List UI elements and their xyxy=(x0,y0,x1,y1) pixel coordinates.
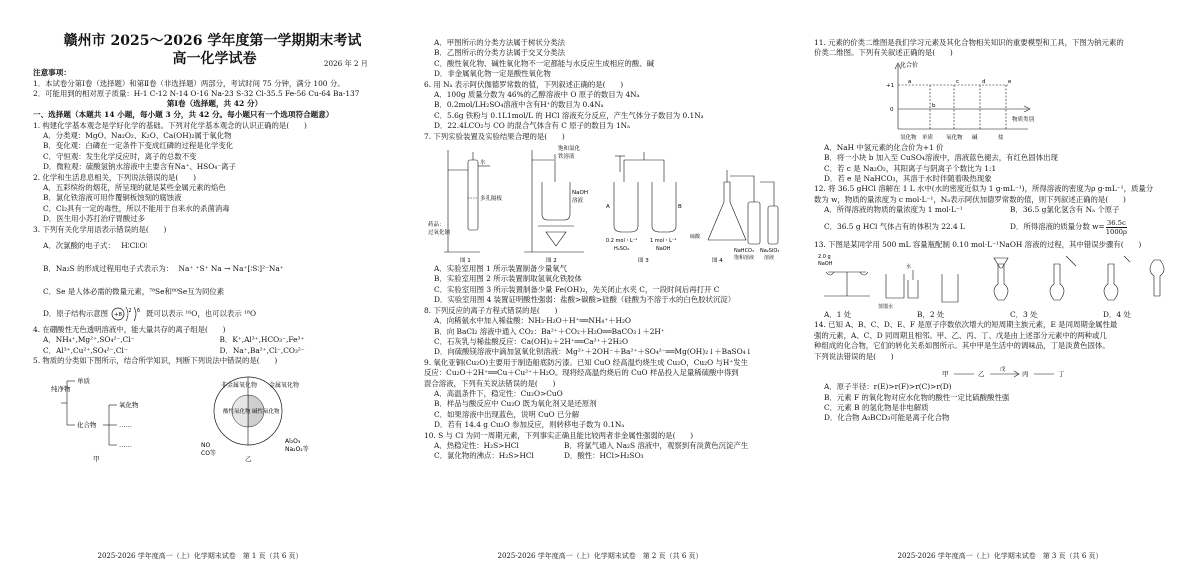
q9-option-b: B．样品与酸反应中 Cu₂O 既为氧化剂又是还原剂 xyxy=(434,399,597,409)
fig3-conc-2: 1 mol・L⁻¹ xyxy=(650,238,677,245)
fig2-naoh-label-2: 溶液 xyxy=(572,198,584,205)
q12-option-c: C．36.5 g HCl 气体占有的体积为 22.4 L xyxy=(824,222,965,232)
q5-option-c: C．酸性氧化物、碱性氧化物不一定都能与水反应生成相应的酸、碱 xyxy=(434,58,654,68)
q12-option-d: D．所得溶液的质量分数 w= $\frac{36.5c}{1000\rho}$ xyxy=(1010,219,1127,237)
q13-option-b: B．2 处 xyxy=(917,310,945,320)
q13-option-d: D．4 处 xyxy=(1103,310,1131,320)
classification-figure xyxy=(33,367,363,463)
q9-option-c: C．如果溶液中出现蓝色，说明 CuO 已分解 xyxy=(434,409,580,419)
question-14-line-4: 下列说法错误的是( ) xyxy=(814,351,894,361)
pie-nonmetal-oxide: 非金属氧化物 xyxy=(221,381,258,389)
tree-single-label: 单质 xyxy=(77,376,90,385)
tree-root-label: 纯净物 xyxy=(51,384,71,393)
q3-option-c: C．Se 是人体必需的微量元素，⁷⁸Se和⁸⁰Se互为同位素 xyxy=(43,287,225,297)
conversion-diagram xyxy=(814,362,1174,382)
fig1-drug-label: 药品： xyxy=(428,222,445,229)
chart-category-4: 盐 xyxy=(998,134,1004,141)
q14-option-d: D．化合物 A₃BCD₃可能是离子化合物 xyxy=(824,413,950,423)
chart-y-zero: 0 xyxy=(890,106,894,113)
notes-heading: 注意事项： xyxy=(33,68,71,77)
q1-option-b: B．变化观：白磷在一定条件下变成红磷的过程是化学变化 xyxy=(43,141,234,151)
chart-point-b: b xyxy=(932,102,936,109)
fig1-water-label: 水 xyxy=(480,160,486,167)
fig13-naoh-label: NaOH xyxy=(818,261,833,268)
node-bing: 丙 xyxy=(1022,370,1029,379)
note-1: 1．本试卷分第Ⅰ卷（选择题）和第Ⅱ卷（非选择题）两部分，考试时间 75 分钟，满分 100 分。 xyxy=(33,78,345,88)
q13-option-a: A．1 处 xyxy=(824,310,852,320)
na2s-formation: Na⁺ ⁺S⁺ Na → Na⁺[∶S∶]²⁻Na⁺ xyxy=(178,264,284,274)
chart-y-plus1: +1 xyxy=(886,82,895,89)
q2-option-d: D．医生用小苏打治疗胃酸过多 xyxy=(43,214,146,224)
page-3 xyxy=(800,0,1200,571)
shell-1-electrons: 2 xyxy=(128,308,132,315)
q10-option-d: D．酸性：HCl>H₂SO₃ xyxy=(564,451,644,461)
q6-option-a: A．100g 质量分数为 46%的乙醇溶液中 O 原子的数目为 4Nₐ xyxy=(434,90,640,100)
question-6: 6. 用 Nₐ 表示阿伏伽德罗常数的值，下列叙述正确的是( ) xyxy=(424,79,624,89)
page-1 xyxy=(0,0,400,571)
question-14-line-1: 14. 已知 A、B、C、D、E、F 是原子序数依次增大的短周期主族元素，E 是同周期金属性最 xyxy=(814,320,1118,330)
tree-oxide-label: 氧化物 xyxy=(119,400,139,409)
q5-option-a: A．甲图所示的分类方法属于树状分类法 xyxy=(434,38,565,47)
fig2-reagent-label: 饱和氯化 xyxy=(558,146,581,153)
page-1-footer: 2025-2026 学年度高一（上）化学期末试卷 第 1 页（共 6 页） xyxy=(97,552,303,560)
fig13-water-label: 水 xyxy=(906,264,912,271)
question-8: 8. 下列反应的离子方程式错误的是( ) xyxy=(424,305,558,315)
pie-metal-oxide: 金属氧化物 xyxy=(269,381,300,389)
q14-option-b: B．元素 F 的氧化物对应水化物的酸性一定比硫酸酸性强 xyxy=(824,392,1010,402)
q7-option-b: B．实验室用图 2 所示装置制取氢氧化铁胶体 xyxy=(434,274,582,284)
node-jia: 甲 xyxy=(942,370,949,379)
page-2 xyxy=(400,0,800,571)
hclo-electron-formula: H∶Cl∶O∶ xyxy=(121,241,148,251)
q4-option-c: C．Al³⁺,Cu²⁺,SO₄²⁻,Cl⁻ xyxy=(43,345,128,355)
question-9-line-3: 混合溶液，下列有关说法错误的是( ) xyxy=(424,378,556,388)
question-1: 1. 构建化学基本观念是学好化学的基础。下列对化学基本观念的认识正确的是( ) xyxy=(33,120,307,130)
question-7: 7. 下列实验装置及实验结果合理的是( ) xyxy=(424,131,565,141)
q12-option-a: A．所得溶液的物质的量浓度为 1 mol·L⁻¹ xyxy=(824,205,963,215)
q5-option-b: B．乙图所示的分类方法属于交叉分类法 xyxy=(434,48,566,58)
q11-option-c: C．若 c 是 Na₂O₂，其阳离子与阴离子个数比为 1:1 xyxy=(824,163,997,173)
fig3-naoh: NaOH xyxy=(656,246,671,253)
tree-ellipsis-1: …… xyxy=(119,420,132,429)
exam-subtitle: 高一化学试卷 2026 年 2 月 xyxy=(33,50,396,68)
fig4-sol-label: 溶液 xyxy=(764,255,775,262)
q10-option-a: A．热稳定性：H₂S>HCl xyxy=(434,440,519,450)
fig13-mass-label: 2.0 g xyxy=(818,254,831,261)
question-5: 5. 物质的分类如下图所示，结合所学知识，判断下列说法中错误的是( ) xyxy=(33,356,278,366)
note-2: 2．可能用到的相对原子质量：H-1 C-12 N-14 O-16 Na-23 S-32 Cl-35.5 Fe-56 Cu-64 Ba-137 xyxy=(33,89,360,98)
chart-point-e: e xyxy=(1008,78,1012,85)
q12-fraction-denominator: 1000ρ xyxy=(1105,228,1127,237)
q7-option-a: A．实验室用图 1 所示装置制备少量氧气 xyxy=(434,264,567,274)
apparatus-figure xyxy=(424,142,784,264)
q2-option-a: A．五彩缤纷的烟花，所呈现的就是某些金属元素的焰色 xyxy=(43,183,226,193)
q8-option-c: C．石灰乳与稀盐酸反应：Ca(OH)₂＋2H⁺══Ca²⁺＋2H₂O xyxy=(434,336,629,346)
fig1-drug-name: 过氧化钠 xyxy=(428,230,451,237)
pie-al2o3-label: Al₂O₃ xyxy=(285,437,301,445)
question-12-line-1: 12. 将 36.5 gHCl 溶解在 1 L 水中(水的密度近似为 1 g·mL⁻¹)，所得溶液的密度为ρ g·mL⁻¹，质量分 xyxy=(814,184,1154,194)
q8-option-b: B．向 BaCl₂ 溶液中通入 CO₂：Ba²⁺＋CO₂＋H₂O══BaCO₃↓＋2H⁺ xyxy=(434,326,665,336)
nucleus-label: +8 xyxy=(114,312,123,319)
question-12-line-2: 数为 w，物质的量浓度为 c mol·L⁻¹，Nₐ表示阿伏加德罗常数的值，则下列叙述正确的是( ) xyxy=(814,194,1126,204)
q3-option-b: B．Na₂S 的形成过程用电子式表示为： Na⁺ ⁺S⁺ Na → Na⁺[∶S∶]²⁻Na⁺ xyxy=(43,264,284,274)
pie-co-label: CO等 xyxy=(201,449,216,457)
fig4-caption: 图 4 xyxy=(712,258,723,265)
section-1-heading: 一、选择题（本题共 14 小题，每小题 3 分，共 42 分。每小题只有一个选项符合题意） xyxy=(33,110,334,119)
q2-option-b: B．氯化铁溶液可用作覆铜板蚀刻的腐蚀液 xyxy=(43,193,182,203)
figure-jia-label: 甲 xyxy=(93,454,100,463)
q14-option-a: A．原子半径：r(E)>r(F)>r(C)>r(D) xyxy=(824,382,952,392)
fig3-h2so4: H₂SO₄ xyxy=(614,246,629,253)
q2-option-c: C．Cl₂具有一定的毒性，所以不能用于自来水的杀菌消毒 xyxy=(43,203,230,213)
fig4-sat-label: 饱和溶液 xyxy=(734,255,755,262)
q1-option-d: D．微粒观：硫酸氢钠水溶液中主要含有Na⁺、HSO₄⁻离子 xyxy=(43,162,236,172)
chart-category-1: 单质 xyxy=(922,134,934,141)
atom-structure-diagram xyxy=(110,304,144,324)
q3-option-a: A．次氯酸的电子式： H∶Cl∶O∶ xyxy=(43,241,148,251)
fig4-nahco3-label: NaHCO₃ xyxy=(734,248,754,255)
question-13: 13. 下图是某同学用 500 mL 容量瓶配制 0.10 mol·L⁻¹NaOH 溶液的过程，其中错误步骤有( ) xyxy=(814,239,1142,249)
pie-na2o2-label: Na₂O₂等 xyxy=(285,445,309,453)
question-3: 3. 下列有关化学用语表示错误的是( ) xyxy=(33,224,167,234)
q13-option-c: C．3 处 xyxy=(1010,310,1038,320)
part-1-heading: 第Ⅰ卷（选择题，共 42 分） xyxy=(166,99,263,109)
q8-option-d: D．向硫酸镁溶液中滴加氢氧化钡溶液：Mg²⁺＋2OH⁻＋Ba²⁺＋SO₄²⁻══Mg(OH)₂↓＋BaSO₄↓ xyxy=(434,347,752,357)
chart-point-d: d xyxy=(982,78,986,85)
q6-option-b: B．0.2mol/LH₂SO₄溶液中含有H⁺的数目为 0.4Nₐ xyxy=(434,100,604,110)
q9-option-d: D．若有 14.4 g Cu₂O 参加反应，则转移电子数为 0.1Nₐ xyxy=(434,420,625,430)
q10-option-c: C．氯化物的沸点：H₂S>HCl xyxy=(434,451,534,461)
page-2-footer: 2025-2026 学年度高一（上）化学期末试卷 第 2 页（共 6 页） xyxy=(497,552,703,560)
q12-option-b: B．36.5 g氯化氢含有 Nₐ 个原子 xyxy=(1010,205,1120,215)
chart-category-0: 氢化物 xyxy=(900,134,917,141)
q12-fraction-numerator: 36.5c xyxy=(1106,219,1126,228)
q4-option-b: B．K⁺,Al³⁺,HCO₃⁻,Fe³⁺ xyxy=(219,335,305,345)
question-2: 2. 化学和生活息息相关，下列说法错误的是( ) xyxy=(33,172,196,182)
chart-category-3: 碱 xyxy=(972,134,978,141)
q1-option-a: A．分类观：MgO、Na₂O₂、K₂O、Ca(OH)₂属于氧化物 xyxy=(43,131,232,140)
question-14-line-2: 强的元素，A、C、D 同周期且相邻。甲、乙、丙、丁、戊是由上述部分元素中的两种或几 xyxy=(814,330,1107,340)
chart-category-2: 氧化物 xyxy=(946,134,963,141)
q11-option-b: B．将一小块 b 加入至 CuSO₄溶液中，溶液蓝色褪去，有红色固体出现 xyxy=(824,153,1058,163)
question-4: 4. 在硼酸性无色透明溶液中，能大量共存的离子组是( ) xyxy=(33,325,226,335)
fig3-caption: 图 3 xyxy=(638,258,649,265)
chart-point-a: a xyxy=(908,78,912,85)
fig2-reagent-label-2: 铁溶液 xyxy=(558,154,575,161)
shell-2-electrons: 6 xyxy=(136,308,141,315)
chart-xlabel: 物质类别 xyxy=(1012,116,1035,123)
fig13-distilled-label: 蒸馏水 xyxy=(878,304,894,311)
node-yi: 乙 xyxy=(978,370,985,379)
node-ding: 丁 xyxy=(1058,370,1065,379)
question-10: 10. S 与 Cl 为同一周期元素，下列事实正确且能比较两者非金属性强弱的是( ) xyxy=(424,430,694,440)
pie-acidic-oxide: 酸性氧化物 xyxy=(223,408,251,415)
valence-class-chart xyxy=(878,59,1138,143)
figure-yi-label: 乙 xyxy=(245,454,252,463)
q12-fraction xyxy=(1106,219,1127,236)
q5-option-d: D．非金属氧化物一定是酸性氧化物 xyxy=(434,69,551,79)
chart-point-c: c xyxy=(956,78,960,85)
q11-option-a: A．NaH 中氢元素的化合价为+1 价 xyxy=(824,142,944,152)
q1-option-c: C．守恒观：发生化学反应时，离子的总数不变 xyxy=(43,151,197,161)
q9-option-a: A．高温条件下，稳定性：Cu₂O>CuO xyxy=(434,388,563,398)
q6-option-d: D．22.4LCO₂与 CO 的混合气体含有 C 原子的数目为 1Nₐ xyxy=(434,121,630,131)
arrow-wu: 戊 xyxy=(1000,367,1006,374)
pie-no-label: NO xyxy=(201,441,211,449)
fig3-conc-1: 0.2 mol・L⁻¹ xyxy=(606,238,638,245)
q4-option-d: D．Na⁺,Ba²⁺,Cl⁻,CO₃²⁻ xyxy=(219,345,305,355)
q8-option-a: A．向稀氨水中加入稀盐酸：NH₃·H₂O＋H⁺══NH₄⁺＋H₂O xyxy=(434,316,631,326)
solution-prep-figure xyxy=(814,250,1174,310)
q11-option-d: D．若 e 是 NaHCO₃，其溶于水时伴随着吸热现象 xyxy=(824,174,992,184)
q7-option-c: C．实验室用图 3 所示装置制备少量 Fe(OH)₂，先关闭止水夹 C，一段时间后再打开 C xyxy=(434,284,720,294)
pie-basic-oxide: 碱性氧化物 xyxy=(252,408,280,415)
q6-option-c: C．5.6g 铁粉与 0.1L1mol/L 的 HCl 溶液充分反应，产生气体分子数目为 0.1Nₐ xyxy=(434,110,704,120)
fig4-acid-label: 硫酸 xyxy=(690,234,701,241)
q10-option-b: B．将氯气通入 Na₂S 溶液中，观察到有淡黄色沉淀产生 xyxy=(564,440,749,450)
fig3-a-label: A xyxy=(606,204,610,211)
question-11-line-1: 11. 元素的价类二维图是我们学习元素及其化合物相关知识的重要模型和工具，下图为钠元素的 xyxy=(814,38,1124,47)
chart-ylabel: 化合价 xyxy=(900,61,919,69)
exam-title: 赣州市 2025～2026 学年度第一学期期末考试 xyxy=(63,33,362,49)
fig3-b-label: B xyxy=(678,204,682,211)
question-9-line-2: 反应：Cu₂O＋2H⁺══Cu＋Cu²⁺＋H₂O。现将经高温灼烧后的 CuO 样品投入足量稀硫酸中得到 xyxy=(424,368,739,378)
q7-option-d: D．实验室用图 4 装置证明酸性强弱：盐酸>碳酸>硅酸（硅酸为不溶于水的白色胶状沉淀） xyxy=(434,295,736,305)
question-9-line-1: 9. 氧化亚铜(Cu₂O)主要用于制造船底防污漆。已知 CuO 经高温灼烧生成 Cu₂O，Cu₂O 与H⁺发生 xyxy=(424,357,749,367)
question-14-line-3: 种组成的化合物，它们的转化关系如图所示。其中甲是生活中的调味品，丁是淡黄色固体。 xyxy=(814,341,1110,351)
q14-option-c: C．元素 B 的氢化物是非电解质 xyxy=(824,402,929,412)
fig4-na2sio3-label: Na₂SiO₃ xyxy=(760,248,780,255)
question-11-line-2: 价类二维图。下列有关叙述正确的是( ) xyxy=(814,48,953,58)
fig1-caption: 图 1 xyxy=(460,258,471,265)
fig2-naoh-label: NaOH xyxy=(572,190,588,197)
exam-date: 2026 年 2 月 xyxy=(323,59,368,68)
page-3-footer: 2025-2026 学年度高一（上）化学期末试卷 第 3 页（共 6 页） xyxy=(897,552,1103,560)
tree-ellipsis-2: …… xyxy=(119,440,132,449)
fig1-baffle-label: 多孔隔板 xyxy=(480,196,503,203)
q4-option-a: A．NH₄⁺,Mg²⁺,SO₄²⁻,Cl⁻ xyxy=(43,335,135,345)
fig2-caption: 图 2 xyxy=(546,258,557,265)
q3-option-d: D．原子结构示意图 +8 2 6 既可以表示 ¹⁶O，也可以表示 ¹⁸O xyxy=(33,303,396,325)
tree-compound-label: 化合物 xyxy=(77,420,97,429)
